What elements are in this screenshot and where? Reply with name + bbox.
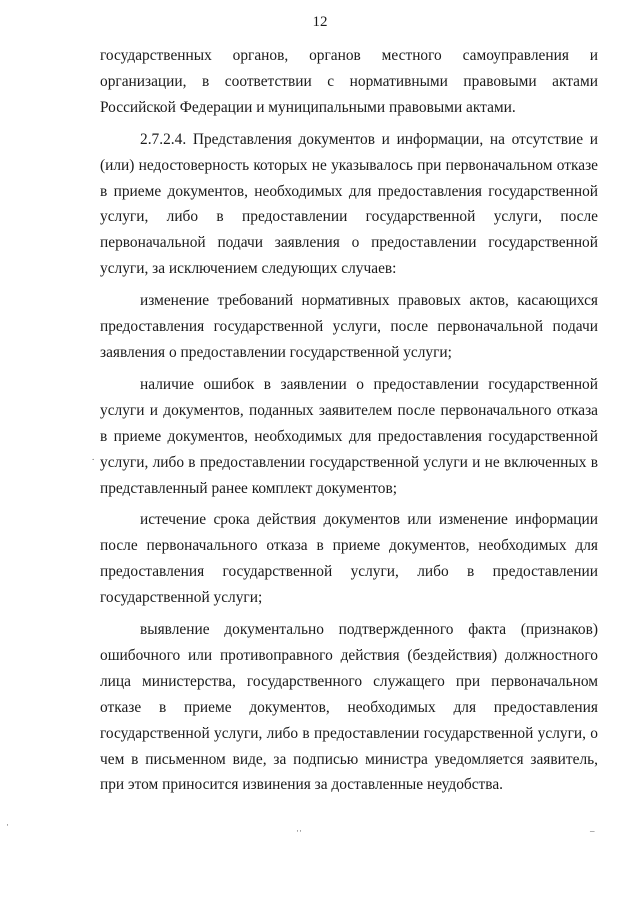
paragraph-case-errors: наличие ошибок в заявлении о предоставлении государственной услуги и документов, поданных заявителем после первоначального отказа в приеме документов, необходимых для предоставления государственной услуги, либо в предоставлении государственной услуги и не включенных в представленный ранее комплект документов; xyxy=(100,375,598,497)
paragraph-clause-2-7-2-4: 2.7.2.4. Представления документов и информации, на отсутствие и (или) недостоверность которых не указывалось при первоначальном отказе в приеме документов, необходимых для предоставления государственной услуги, либо в предоставлении государственной услуги, после первоначальной подачи заявления о предоставлении государственной услуги, за исключением следующих случаев: xyxy=(100,130,598,278)
paragraph-case-misconduct: выявление документально подтвержденного факта (признаков) ошибочного или противоправного действия (бездействия) должностного лица министерства, государственного служащего при первоначальном отказе в приеме документов, необходимых для предоставления государственной услуги, либо в предоставлении государственной услуги, о чем в письменном виде, за подписью министра уведомляется заявитель, при этом приносится извинения за доставленные неудобства. xyxy=(100,621,598,794)
scan-speck: · xyxy=(6,820,9,830)
scan-speck: . xyxy=(92,452,95,462)
paragraph-case-requirements-change: изменение требований нормативных правовых актов, касающихся предоставления государственной услуги, после первоначальной подачи заявления о предоставлении государственной услуги; xyxy=(100,292,598,361)
document-body xyxy=(100,43,598,798)
paragraph-continuation: государственных органов, органов местного самоуправления и организации, в соответствии с нормативными правовыми актами Российской Федерации и муниципальными правовыми актами. xyxy=(100,47,598,116)
paragraph-case-expiry: истечение срока действия документов или изменение информации после первоначального отказа в приеме документов, необходимых для предоставления государственной услуги, либо в предоставлении государственной услуги; xyxy=(100,511,598,607)
scan-speck: ·· xyxy=(296,826,302,836)
scan-speck: – xyxy=(590,826,595,836)
page-number: 12 xyxy=(312,14,328,30)
